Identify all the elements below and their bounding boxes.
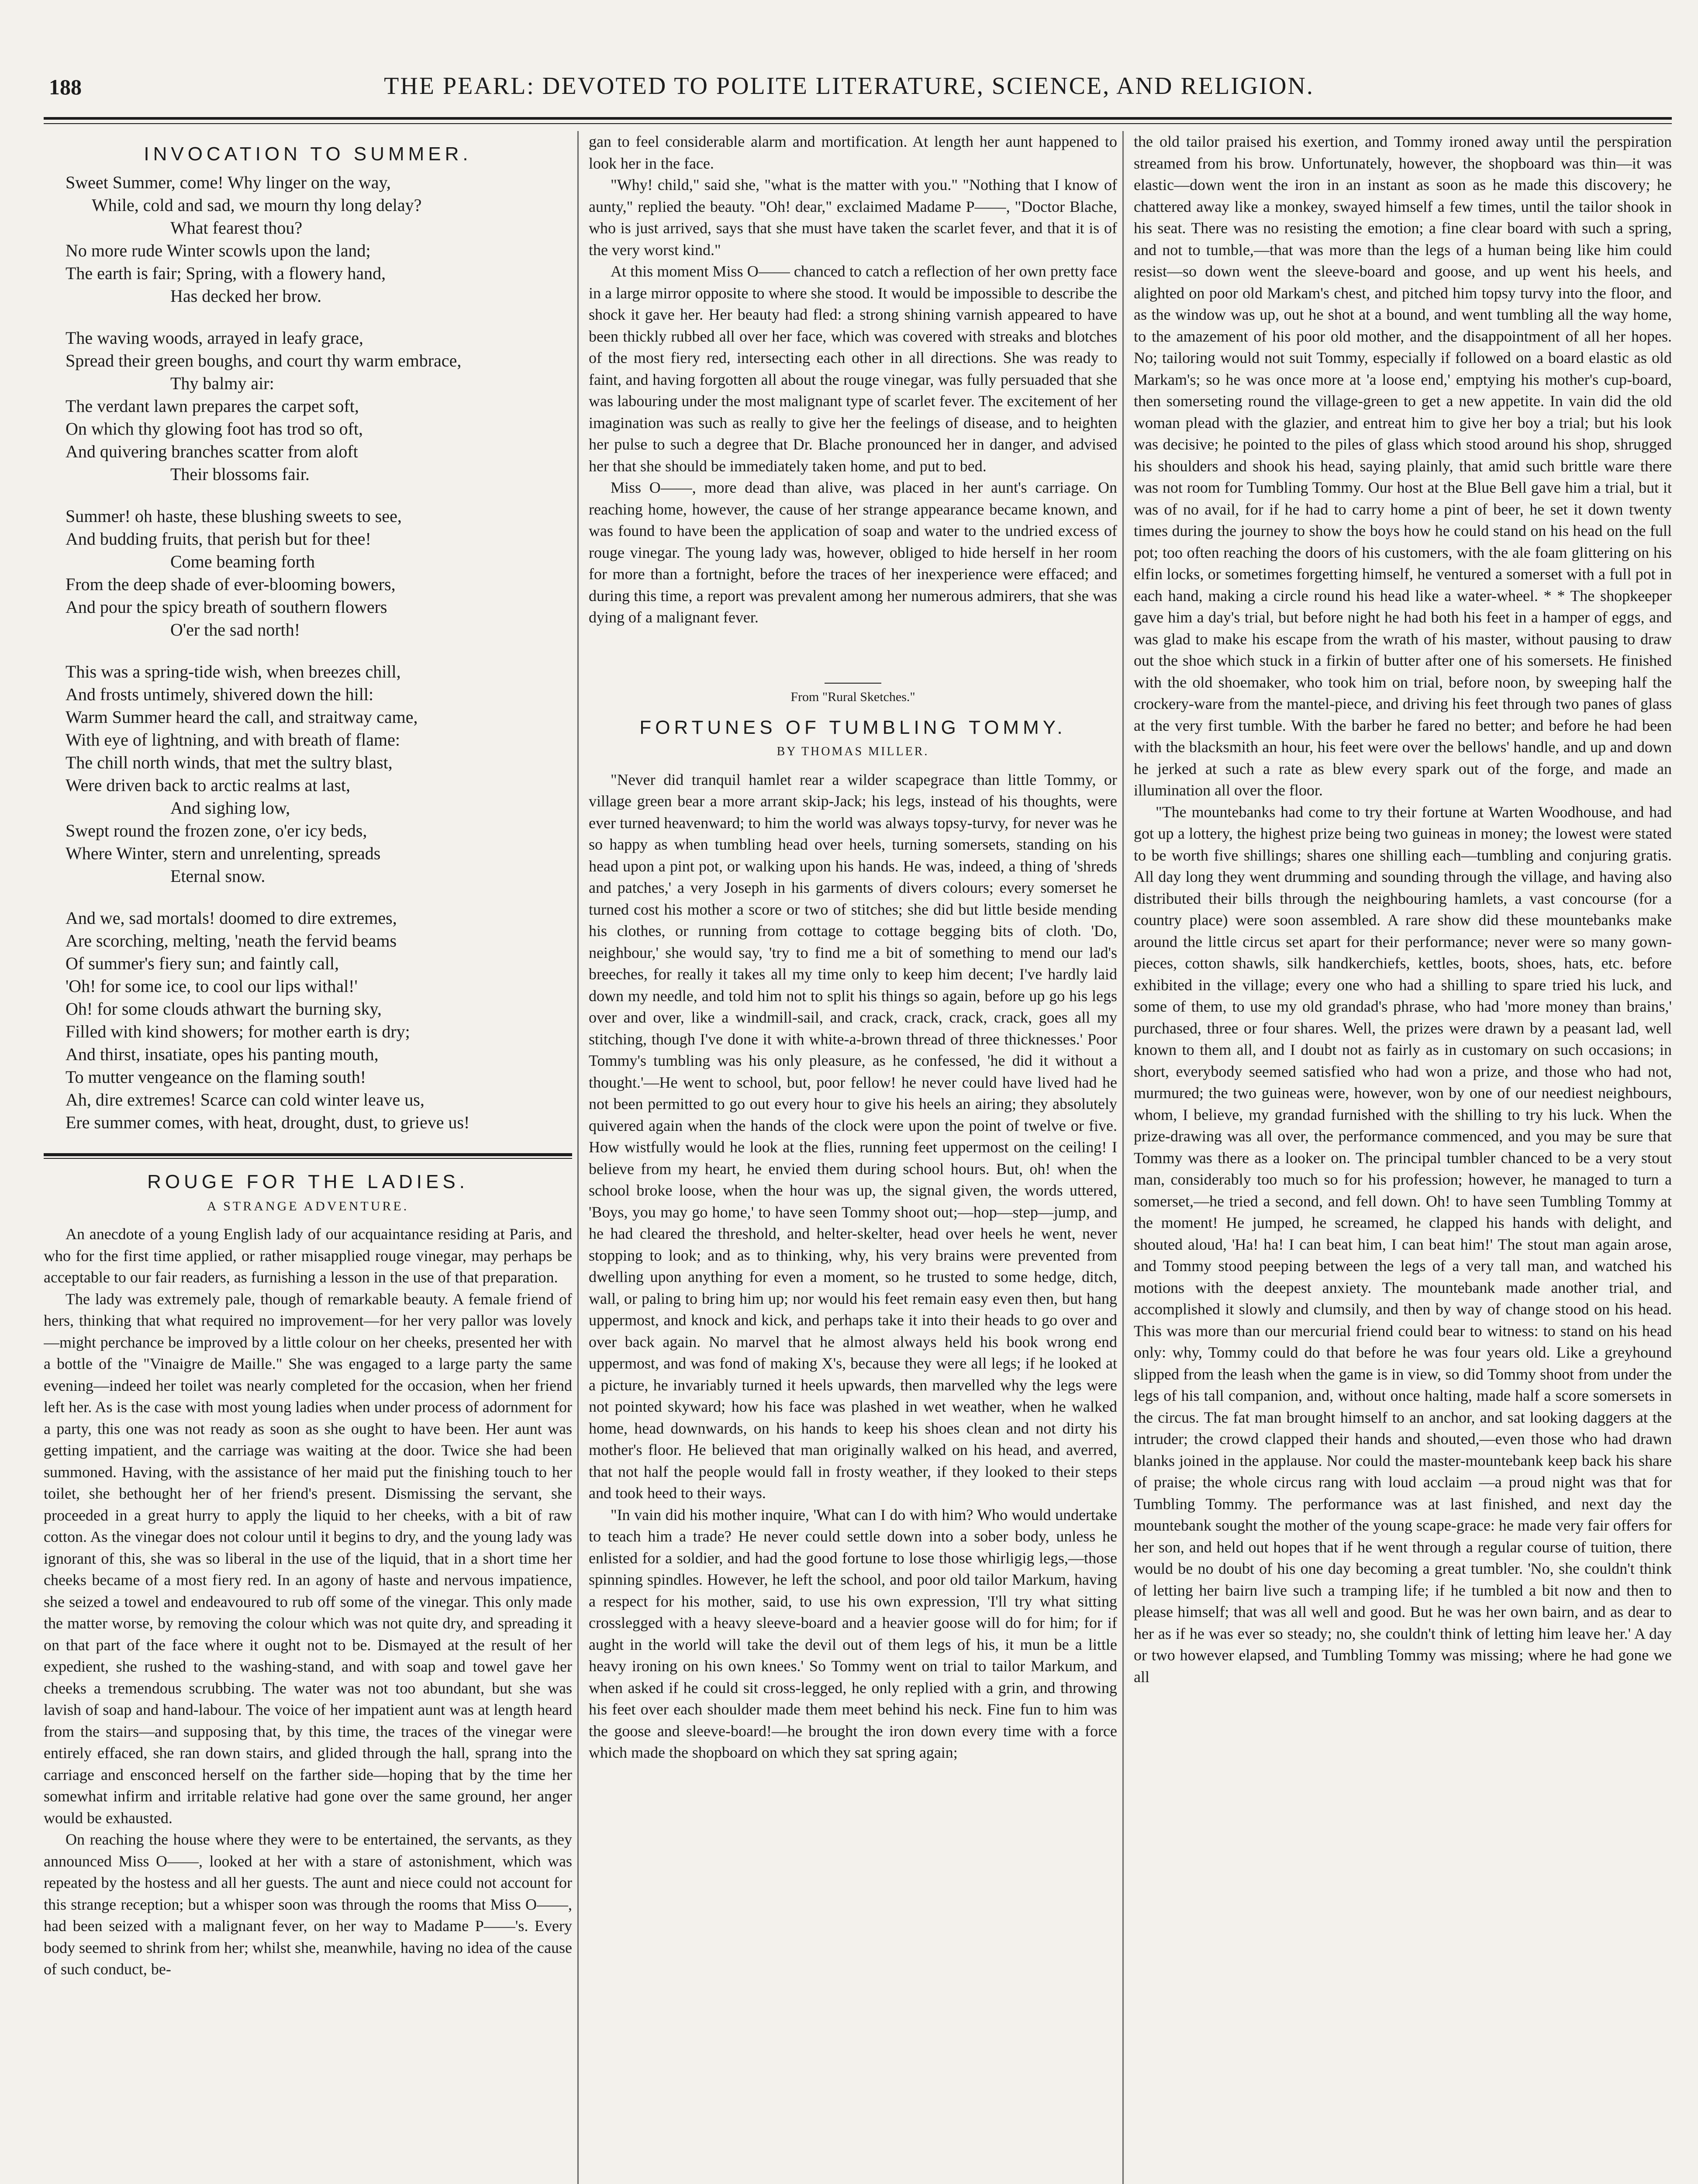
page-number: 188 [49,75,82,99]
poem-line: Summer! oh haste, these blushing sweets to see, [66,506,402,526]
rouge-paragraph: The lady was extremely pale, though of remarkable beauty. A female friend of hers, thinking that what required no improvement—for her very pallor was lovely—might perchance be improved by a little colour on her cheeks, presented her with a bottle of the "Vinaigre de Maille." She was engaged to a large party the same evening—indeed her toilet was nearly completed for the occasion, when her friend left her. As is the case with most young ladies when under process of adornment for a party, this one was not ready as soon as she ought to have been. Her aunt was getting impatient, and the carriage was waiting at the door. Twice she had been summoned. Having, with the assistance of her maid put the finishing touch to her toilet, she bethought her of her friend's present. Dismissing the servant, she proceeded in a great hurry to apply the liquid to her cheeks, with a bit of raw cotton. As the vinegar does not colour until it begins to dry, and the young lady was ignorant of this, she was so liberal in the use of the liquid, that in a short time her cheeks became of a most fiery red. In an agony of haste and nervous impatience, she seized a towel and endeavoured to rub off some of the vinegar. This only made the matter worse, by removing the colour which was not quite dry, and spreading it on that part of the face where it ought not to be. Dismayed at the result of her expedient, she rushed to the washing-stand, and with soap and towel gave her cheeks a tremendous scrubbing. The water was not too abundant, but she was lavish of soap and hand-labour. The voice of her impatient aunt was at length heard from the stairs—and supposing that, by this time, the traces of the vinegar were entirely effaced, she ran down stairs, and glided through the hall, sprang into the carriage and ensconced herself on the farther side—hoping that by the time her somewhat infirm and irritable relative had gone over the same ground, her anger would be exhausted. [44,1290,572,1827]
header-rule [44,117,1672,120]
tommy-paragraph: "The mountebanks had come to try their fortune at Warten Woodhouse, and had got up a lottery, the highest prize being two guineas in money; the lowest were stated to be worth five shillings; shares one shilling each—tumbling and conjuring gratis. All day long they went drumming and sounding through the village, and having also distributed their bills through the neighbouring hamlets, a vast concourse (for a country place) were soon assembled. A rare show did these mountebanks make around the little circus set apart for their performance; never were so many gown-pieces, cotton shawls, silk handkerchiefs, kettles, boots, shoes, hats, etc. before exhibited in the village; every one who had a shilling to spare tried his luck, and some of them, to use my old grandad's phrase, who had 'more money than brains,' purchased, three or four shares. Well, the prizes were drawn by a peasant lad, well known to them all, and I doubt not as fairly as in customary on such occasions; in short, everybody seemed satisfied who had won a prize, and those who had not, murmured; the two guineas were, however, won by one of our neediest neighbours, whom, I believe, my grandad furnished with the shilling to try his luck. When the prize-drawing was all over, the performance commenced, and you may be sure that Tommy was there as a looker on. The principal tumbler chanced to be a very stout man, considerably too much so for his profession; however, he managed to turn a somerset,—he tried a second, and fell down. Oh! to have seen Tumbling Tommy at the moment! He jumped, he screamed, he clapped his hands with delight, and shouted aloud, 'Ha! ha! I can beat him, I can beat him!' The stout man again arose, and Tommy stood peeping between the legs of a very tall man, and watched his motions with the deepest anxiety. The mountebank made another trial, and accomplished it slowly and clumsily, and then by way of change stood on his head. This was more than our mercurial friend could bear to witness: to stand on his head only: why, Tommy could do that before he was four years old. Like a greyhound slipped from the leash when the game is in view, so did Tommy shoot from under the legs of his tall companion, and, without once halting, made half a score somersets in the circus. The fat man brought himself to an anchor, and sat looking daggers at the intruder; the crowd clapped their hands and shouted,—even those who had drawn blanks joined in the applause. Nor could the master-mountebank keep back his share of praise; the whole circus rang with loud acclaim —a proud night was that for Tumbling Tommy. The performance was at last finished, and next day the mountebank sought the mother of the young scape-grace: he made very fair offers for her son, and held out hopes that if he went through a regular course of tuition, there would be no doubt of his one day becoming a great tumbler. 'No, she couldn't think of letting her bairn live such a tramping life; if he tumbled a bit now and then to please himself; that was all well and good. But he was her own bairn, and as dear to her as if he was ever so steady; no, she couldn't think of letting him leave her.' A day or two however elapsed, and Tumbling Tommy was missing; where he had gone we all [1134,803,1672,1686]
poem-line: And sighing low, [170,798,290,818]
poem-line: And pour the spicy breath of southern flowers [66,597,387,617]
poem-line: No more rude Winter scowls upon the land; [66,241,371,260]
poem-line: From the deep shade of ever-blooming bowers, [66,574,396,594]
poem-line: What fearest thou? [170,218,303,238]
poem-line: And thirst, insatiate, opes his panting mouth, [66,1044,379,1064]
poem-line: Their blossoms fair. [170,464,310,484]
column-3 [1134,131,1672,2184]
poem-line: And frosts untimely, shivered down the hill: [66,684,374,704]
section-divider-thin [44,1158,572,1159]
tommy-body-continued [1134,131,1672,1688]
poem-line: O'er the sad north! [170,620,300,639]
rouge-paragraph: At this moment Miss O—— chanced to catch a reflection of her own pretty face in a large mirror opposite to where she stood. It would be impossible to describe the shock it gave her. Her beauty had fled: a strong shining varnish appeared to have been thickly rubbed all over her face, which was covered with streaks and blotches of the most fiery red, intersecting each other in all directions. She was ready to faint, and having forgotten all about the rouge vinegar, was fully persuaded that she was labouring under the most malignant type of scarlet fever. The excitement of her imagination was such as really to give her the feelings of disease, and to heighten her pulse to such a degree that Dr. Blache pronounced her in danger, and advised her that she should be immediately taken home, and put to bed. [589,263,1117,475]
tommy-source: From "Rural Sketches." [790,689,915,704]
column-divider [1122,131,1125,2184]
poem-line: Has decked her brow. [170,286,322,306]
poem-line: Of summer's fiery sun; and faintly call, [66,954,339,973]
article-divider [825,683,881,684]
section-divider [44,1153,572,1156]
header-rule-thin [44,123,1672,124]
poem-line: The chill north winds, that met the sultry blast, [66,753,393,772]
poem-line: And we, sad mortals! doomed to dire extremes, [66,908,397,928]
rouge-subtitle: A STRANGE ADVENTURE. [207,1199,409,1213]
rouge-paragraph: gan to feel considerable alarm and mortification. At length her aunt happened to look her in the face. [589,133,1117,172]
tommy-paragraph: "Never did tranquil hamlet rear a wilder scapegrace than little Tommy, or village green bear a more arrant skip-Jack; his legs, instead of his thoughts, were ever turned heavenward; to him the world was always topsy-turvy, for never was he so happy as when tumbling head over heels, turning somersets, standing on his head upon a pint pot, or walking upon his hands. He was, indeed, a thing of 'shreds and patches,' a very Joseph in his garments of divers colours; every somerset he turned cost his mother a score or two of stitches; she did but little beside mending his clothes, or running from cottage to cottage begging bits of cloth. 'Do, neighbour,' she would say, 'try to find me a bit of something to mend our lad's breeches, for really it takes all my time only to keep him decent; I've hardly laid down my needle, and told him not to split his things so again, before up go his legs over and over, like a windmill-sail, and crack, crack, crack, crack, goes all my stitching, though I've done it with white-a-brown thread of three thicknesses.' Poor Tommy's tumbling was his only pleasure, as he confessed, 'he did it without a thought.'—He went to school, but, poor fellow! he never could have lived had he not been permitted to go out every hour to give his heels an airing; they absolutely quivered again when the hands of the clock were upon the point of twelve or five. How wistfully would he look at the flies, running feet uppermost on the ceiling! I believe from my heart, he envied them during school hours. But, oh! when the school broke loose, when the hour was up, the signal given, the words uttered, 'Boys, you may go home,' to have seen Tommy shoot out;—hop—step—jump, and he had cleared the threshold, and helter-skelter, head over heels he went, never stopping to look; and as to thinking, why, his very brains were prevented from dwelling upon anything for even a moment, so he trusted to some hedge, ditch, wall, or paling to bring him up; nor would his feet remain easy even then, but hang uppermost, and knock and kick, and perhaps take it into their heads to go over and over back again. No marvel that he almost always held his book wrong end uppermost, and was fond of making X's, because they were all legs; if he looked at a picture, he invariably turned it heels upwards, then marvelled why the legs were not pointed skyward; how his face was plashed in wet weather, when he walked home, head downwards, on his hands to keep his shoes clean and not dirty his mother's floor. He believed that man originally walked on his head, and averred, that not half the people would fall in frosty weather, if they looked to their steps and took heed to their ways. [589,771,1117,1502]
poem-line: Eternal snow. [170,866,266,886]
poem-stanza [66,660,572,888]
poem-line: Oh! for some clouds athwart the burning sky, [66,999,382,1019]
poem-line: The verdant lawn prepares the carpet soft, [66,396,359,416]
poem-line: This was a spring-tide wish, when breezes chill, [66,662,401,681]
poem-line: Swept round the frozen zone, o'er icy beds, [66,821,367,840]
poem-stanza [66,327,572,486]
tommy-body [589,769,1117,1764]
poem-line: Come beaming forth [170,552,315,571]
running-title: THE PEARL: DEVOTED TO POLITE LITERATURE, SCIENCE, AND RELIGION. [384,73,1314,100]
poem-line: With eye of lightning, and with breath of flame: [66,730,400,750]
poem-line: Where Winter, stern and unrelenting, spreads [66,843,381,863]
poem-stanza [66,907,572,1134]
poem-line: Are scorching, melting, 'neath the fervid beams [66,931,397,950]
poem-title: INVOCATION TO SUMMER. [144,143,472,165]
poem-line: Thy balmy air: [170,373,274,393]
poem-line: The earth is fair; Spring, with a flowery hand, [66,263,386,283]
tommy-title: FORTUNES OF TUMBLING TOMMY. [639,716,1066,738]
rouge-paragraph: On reaching the house where they were to be entertained, the servants, as they announced Miss O——, looked at her with a stare of astonishment, which was repeated by the hostess and all her guests. The aunt and niece could not account for this strange reception; but a whisper soon was through the rooms that Miss O——, had been seized with a malignant fever, on her way to Madame P——'s. Every body seemed to shrink from her; whilst she, meanwhile, having no idea of the cause of such conduct, be- [44,1831,572,1978]
poem-stanza [66,505,572,641]
column-2 [589,131,1117,2184]
rouge-title: ROUGE FOR THE LADIES. [147,1171,469,1192]
poem-stanza [66,171,572,308]
tommy-paragraph: "In vain did his mother inquire, 'What can I do with him? Who would undertake to teach him a trade? He never could settle down into a sober body, unless he enlisted for a soldier, and had the good fortune to lose those whirligig legs,—those spinning spindles. However, he left the school, and poor old tailor Markum, having a respect for his mother, said, to use his own expression, 'I'll try what sitting crosslegged with a heavy sleeve-board and a heavier goose will do for him; for if aught in the world will take the devil out of them legs of his, it mun be a little heavy ironing on his own knees.' So Tommy went on trial to tailor Markum, and when asked if he could sit cross-legged, he only replied with a grin, and throwing his feet over each shoulder made them meet behind his neck. Fine fun to him was the goose and sleeve-board!—he brought the iron down every time with a force which made the shopboard on which they sat spring again; [589,1506,1117,1761]
poem-line: Ere summer comes, with heat, drought, dust, to grieve us! [66,1113,470,1132]
poem-line: 'Oh! for some ice, to cool our lips withal!' [66,976,358,996]
poem-body [44,171,572,1134]
poem-line: Filled with kind showers; for mother earth is dry; [66,1022,410,1041]
rouge-body [44,1223,572,1980]
poem-line: And quivering branches scatter from aloft [66,442,358,461]
poem-line: On which thy glowing foot has trod so oft, [66,419,363,439]
tommy-byline: BY THOMAS MILLER. [777,744,929,758]
poem-line: Ah, dire extremes! Scarce can cold winter leave us, [66,1090,424,1109]
rouge-paragraph: Miss O——, more dead than alive, was placed in her aunt's carriage. On reaching home, however, the cause of her strange appearance became known, and was found to have been the application of soap and water to the undried excess of rouge vinegar. The young lady was, however, obliged to hide herself in her room for more than a fortnight, before the traces of her inexperience were effaced; and during this time, a report was prevalent among her numerous admirers, that she was dying of a malignant fever. [589,479,1117,626]
poem-line: Warm Summer heard the call, and straitway came, [66,707,418,727]
rouge-paragraph: "Why! child," said she, "what is the matter with you." "Nothing that I know of aunty," replied the beauty. "Oh! dear," exclaimed Madame P——, "Doctor Blache, who is just arrived, says that she must have taken the scarlet fever, and that it is of the very worst kind." [589,176,1117,259]
poem-line: Sweet Summer, come! Why linger on the way, [66,173,391,192]
poem-line: The waving woods, arrayed in leafy grace, [66,328,363,348]
poem-line: Were driven back to arctic realms at last, [66,775,351,795]
poem-line: While, cold and sad, we mourn thy long delay? [92,195,422,215]
poem-line: Spread their green boughs, and court thy warm embrace, [66,351,462,370]
rouge-body-continued [589,131,1117,629]
rouge-paragraph: An anecdote of a young English lady of our acquaintance residing at Paris, and who for the first time applied, or rather misapplied rouge vinegar, may perhaps be acceptable to our fair readers, as furnishing a lesson in the use of that preparation. [44,1225,572,1286]
poem-line: And budding fruits, that perish but for thee! [66,529,371,549]
column-divider [577,131,580,2184]
tommy-paragraph: the old tailor praised his exertion, and Tommy ironed away until the perspiration streamed from his brow. Unfortunately, however, the shopboard was thin—it was elastic—down went the iron in an instant as soon as he made this discovery; he chattered away like a monkey, swayed himself a few times, until the tailor shook in his seat. There was no resisting the emotion; a fine clear board with such a spring, and not to tumble,—that was more than the legs of a human being like him could resist—so down went the sleeve-board and goose, and up went his heels, and alighted on poor old Markam's chest, and pitched him topsy turvy into the floor, and as the window was up, out he shot at a bound, and went tumbling all the way home, to the amazement of his poor old mother, and the disappointment of all her hopes. No; tailoring would not suit Tommy, especially if followed on a board elastic as old Markam's; so he was once more at 'a loose end,' emptying his mother's cup-board, then somerseting round the village-green to get a new appetite. In vain did the old woman plead with the glazier, and entreat him to give her boy a trial; but his look was decisive; he pointed to the piles of glass which stood around his shop, shrugged his shoulders and shook his head, saying plainly, that amid such brittle ware there was not room for Tumbling Tommy. Our host at the Blue Bell gave him a trial, but it was of no avail, for if he had to carry home a pint of beer, he set it down twenty times during the journey to show the boys how he could stand on his head on the full pot; too often reaching the doors of his customers, with the ale foam glittering on his elfin locks, or sometimes forgetting himself, he ventured a somerset with a full pot in each hand, making a circle round his head like a water-wheel. * * The shopkeeper gave him a day's trial, but before night he had both his feet in a hamper of eggs, and was glad to make his escape from the wrath of his master, without pausing to draw out the shoe which stuck in a firkin of butter after one of his somersets. He finished with the old shoemaker, who took him on trial, before noon, by sweeping half the crockery-ware from the mantel-piece, and driving his feet through two panes of glass at the very first tumble. With the barber he fared no better; and before he had been with the blacksmith an hour, his feet were over the bellows' handle, and up and down he jerked at such a rate as blew every spark out of the forge, and made an illumination all over the floor. [1134,133,1672,799]
poem-line: To mutter vengeance on the flaming south! [66,1067,366,1087]
column-1 [44,131,572,2184]
